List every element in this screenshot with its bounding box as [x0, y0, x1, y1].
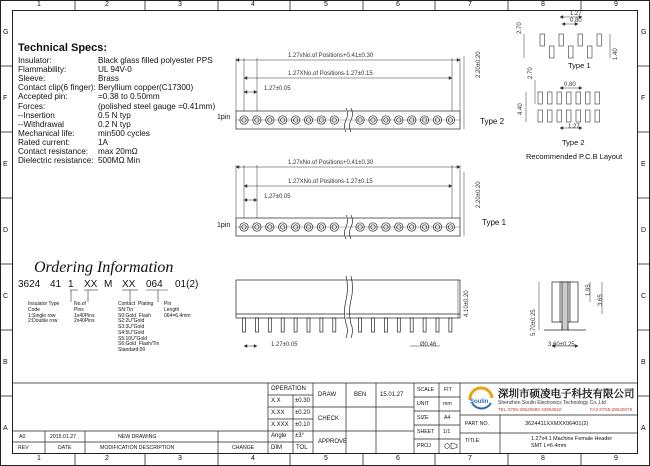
rev-desc-value: NEW DRAWING [118, 434, 157, 440]
projection-symbol [445, 443, 457, 449]
tb-title-line1: 1.27x4.1 Machine Female Header [531, 436, 613, 442]
front-dim-pitch: 1.27±0.05 [271, 342, 298, 348]
tb-proj: PROJ [417, 443, 431, 449]
tb-tol-val-2: ±0.10 [295, 422, 310, 428]
col-label-top: 3 [178, 1, 182, 8]
t2-dim-total: 1.27xNo.of Positions+0.41±0.30 [288, 53, 374, 59]
t1-label: Type 1 [482, 218, 507, 227]
tb-sheet: SHEET [417, 429, 435, 435]
col-label-bottom: 8 [541, 455, 545, 462]
row-label-left: B [3, 359, 8, 366]
col-label-top: 8 [541, 1, 545, 8]
spec-value: max 20mΩ [98, 147, 138, 156]
pcb-dim-270-bottom: 2.70 [528, 67, 534, 79]
tb-scale-value: FIT [444, 387, 452, 393]
pcb-dim-440: 4.40 [518, 103, 524, 115]
ordering-note-pins: No.of Pins 1x40Pins 2x40Pins [74, 301, 95, 325]
spec-value: UL 94V-0 [98, 65, 132, 75]
row-label-right: A [641, 425, 646, 432]
tb-tol-key-3: Angle [271, 433, 287, 439]
tb-tol: TOL [296, 445, 308, 451]
spec-label: Insulator: [18, 56, 52, 65]
col-label-bottom: 1 [37, 455, 41, 462]
spec-label: Dielectric resistance: [18, 156, 94, 166]
spec-label: Accepted pin: [18, 92, 68, 102]
row-label-left: D [3, 227, 9, 234]
col-label-top: 6 [396, 1, 400, 8]
ordering-part-7: 01(2) [175, 279, 199, 290]
ordering-note-length: Pin Length 064=6.4mm [164, 301, 191, 319]
row-label-right: D [641, 227, 647, 234]
spec-label: Contact clip(6 finger): Beryllium copper(C17300) [18, 83, 194, 93]
spec-value: 0.2 N typ [98, 119, 131, 129]
tb-size-value: A4 [444, 415, 451, 421]
ordering-title: Ordering Information [34, 259, 174, 276]
pcb-dim-127-top: 1.27 [570, 11, 582, 17]
col-label-bottom: 2 [105, 455, 109, 462]
company-name-en: Shenzhen Soulin Electronics Technology Co.,Ltd [498, 400, 606, 406]
soulin-logo-text: Soulin [470, 399, 489, 405]
tb-sheet-value: 1/1 [443, 429, 451, 435]
spec-label: --Withdrawal [18, 119, 64, 129]
pcb-layout-title: Recommended P.C.B Layout [526, 152, 623, 161]
pcb-type1-label: Type 1 [568, 61, 591, 70]
rev-date-value: 2015.01.27 [50, 434, 76, 440]
row-label-left: E [3, 161, 8, 168]
col-label-top: 4 [251, 1, 255, 8]
end-dim-total: 5.70±0.25 [531, 309, 537, 336]
front-dim-diameter: Ø0.46 [420, 342, 437, 348]
t2-pin1: 1pin [217, 114, 231, 121]
rev-header: REV [18, 445, 29, 451]
t2-dim-pitch-total: 1.27XNo.of Positions-1.27±0.15 [288, 71, 373, 77]
spec-label: Forces: [18, 101, 46, 111]
pcb-dim-270-top: 2.70 [517, 22, 523, 34]
pcb-dim-127-bottom: 1.27 [568, 124, 580, 130]
row-label-right: B [641, 359, 646, 366]
spec-value: (polished steel gauge =0.41mm) [98, 101, 216, 111]
ordering-part-3: XX [84, 279, 98, 290]
t1-dim-height: 2.20±0.20 [476, 181, 482, 208]
pcb-dim-140: 1.40 [613, 48, 619, 60]
spec-label: Sleeve: [18, 74, 46, 84]
tb-tol-key-1: X.XX [271, 410, 285, 416]
spec-label: Rated current: [18, 137, 70, 147]
tb-draw-name: BEN [354, 392, 367, 398]
ordering-part-1: 41 [50, 279, 62, 290]
t2-dim-height: 2.20±0.20 [476, 51, 482, 78]
tb-title-label: TITLE: [465, 438, 481, 444]
tb-operation: OPERATION [271, 386, 306, 392]
tb-draw-date: 15.01.27 [380, 392, 404, 398]
col-label-top: 7 [468, 1, 472, 8]
tb-tol-key-0: X.X [271, 398, 281, 404]
pcb-type2-label: Type 2 [562, 138, 585, 147]
col-label-bottom: 6 [396, 455, 400, 462]
tb-size: SIZE [417, 415, 429, 421]
t1-dim-pitch-total: 1.27XNo.of Positions-1.27±0.15 [288, 179, 373, 185]
spec-value: 1A [98, 137, 109, 147]
row-label-left: A [3, 425, 8, 432]
t1-dim-total: 1.27xNo.of Positions+0.41±0.30 [288, 160, 374, 166]
col-label-top: 5 [324, 1, 328, 8]
company-name-cn: 深圳市硕凌电子科技有限公司 [498, 388, 635, 400]
col-label-top: 1 [37, 1, 41, 8]
date-header: DATE [58, 445, 72, 451]
soulin-logo [466, 386, 496, 412]
front-dim-body: 4.10±0.20 [464, 290, 470, 317]
tb-check: CHECK [318, 416, 340, 422]
pcb-dim-080-top: 0.80 [570, 18, 582, 24]
ordering-part-0: 3624 [18, 279, 41, 290]
tb-dim: DIM [271, 445, 282, 451]
col-label-bottom: 3 [178, 455, 182, 462]
col-label-bottom: 5 [324, 455, 328, 462]
row-label-left: G [3, 29, 9, 36]
spec-value: 0.5 N typ [98, 110, 131, 120]
t2-dim-pitch: 1.27±0.05 [264, 86, 291, 92]
tb-unit: UNIT [417, 401, 430, 407]
row-label-right: E [641, 161, 646, 168]
company-tel: TEL:0755-29520686 33953810 [498, 407, 562, 412]
row-label-left: C [3, 293, 9, 300]
tb-scale: SCALE [417, 387, 435, 393]
tb-tol-val-3: ±3° [295, 433, 305, 439]
tb-tol-key-2: X.XXX [271, 422, 289, 428]
col-label-bottom: 9 [614, 455, 618, 462]
row-label-left: F [3, 95, 8, 102]
spec-value: Brass [98, 74, 119, 84]
ordering-part-2: 1 [68, 279, 74, 290]
end-dim-width: 3.60±0.25 [548, 342, 575, 348]
t2-label: Type 2 [480, 117, 505, 126]
spec-value: =0.38 to 0.50mm [98, 92, 160, 102]
company-fax: FAX:0755-29520076 [590, 407, 633, 412]
desc-header: MODIFICATION DESCRIPTION [100, 445, 175, 451]
tb-tol-val-1: ±0.20 [295, 410, 310, 416]
ordering-part-5: XX [122, 279, 136, 290]
col-label-top: 2 [105, 1, 109, 8]
tb-unit-value: mm [443, 401, 452, 407]
end-dim-a: 1.95 [586, 284, 592, 296]
tb-approve: APPROVE [318, 439, 348, 445]
spec-label: Contact resistance: [18, 147, 89, 156]
spec-label: --Insertion [18, 110, 55, 120]
tb-title-line2: SMT L=6.4mm [531, 443, 567, 449]
tb-draw: DRAW [318, 392, 337, 398]
spec-label: Flammability: [18, 65, 67, 75]
spec-value: 500MΩ Min [98, 156, 141, 166]
spec-value: Black glass filled polyester PPS [98, 56, 213, 65]
t1-dim-pitch: 1.27±0.05 [264, 194, 291, 200]
tb-part-no-label: PART NO. [465, 421, 489, 427]
end-dim-b: 3.65 [598, 294, 604, 306]
col-label-top: 9 [614, 1, 618, 8]
spec-label: Mechanical life: [18, 128, 75, 138]
col-label-bottom: 7 [468, 455, 472, 462]
t1-pin1: 1pin [217, 222, 231, 229]
col-label-bottom: 4 [251, 455, 255, 462]
tb-part-no: 3624411XXMXX06401(2) [525, 421, 589, 427]
ordering-note-insulator: Insulator Type Code 1:Single row 2:Double row [28, 301, 60, 325]
ordering-part-6: 064 [146, 279, 163, 290]
spec-value: min500 cycles [98, 128, 150, 138]
tb-tol-val-0: ±0.30 [295, 398, 310, 404]
specs-heading: Technical Specs: [18, 42, 108, 54]
rev-value: A0 [19, 434, 26, 440]
ordering-note-plating: Contact Plating SN:Tin S0:Gold Flash S2:2U"Gold S3:3U"Gold S4:5U"Gold S5:10U"Gold S6:Gold Flash/Tin Standard:00 [118, 301, 160, 353]
row-label-right: G [641, 29, 647, 36]
ordering-part-4: M [104, 279, 113, 290]
change-header: CHANGE [232, 445, 255, 451]
row-label-right: F [641, 95, 646, 102]
row-label-right: C [641, 293, 647, 300]
pcb-dim-080-bottom: 0.80 [564, 82, 576, 88]
